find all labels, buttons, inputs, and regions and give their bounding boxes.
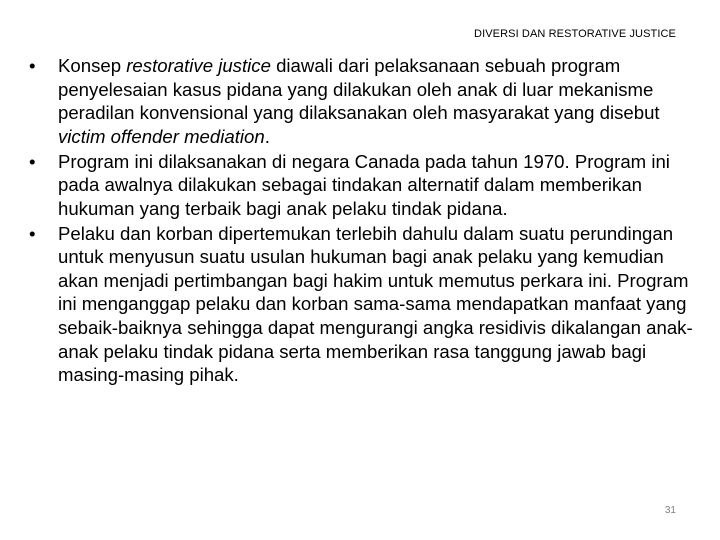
bullet-text-part: diawali dari pelaksanaan sebuah program penyelesaian kasus pidana yang dilakukan oleh anak di luar mekanisme peradilan konvensional yang dilaksanakan oleh masyarakat yang disebut — [58, 55, 660, 124]
bullet-marker: • — [29, 150, 36, 172]
slide-header-title: DIVERSI DAN RESTORATIVE JUSTICE — [474, 28, 676, 40]
bullet-text-ending: . — [264, 125, 270, 147]
bullet-marker: • — [29, 55, 36, 76]
italic-term-victim-offender-mediation: victim offender mediation — [58, 125, 265, 147]
bullet-text: Program ini dilaksanakan di negara Canada pada tahun 1970. Program ini pada awalnya dilakukan sebagai tindakan alternatif dalam memberikan hukuman yang terbaik bagi anak pelaku tindak pidana. — [58, 150, 670, 219]
bullet-item-canada-program — [29, 150, 699, 221]
bullet-text — [58, 54, 699, 148]
bullet-text: Pelaku dan korban dipertemukan terlebih dahulu dalam suatu perundingan untuk menyusun suatu usulan hukuman bagi anak pelaku yang kemudian akan menjadi pertimbangan bagi hakim untuk memutus perkara ini. Program ini menganggap pelaku dan korban sama-sama mendapatkan manfaat yang sebaik-baiknya sehingga dapat mengurangi angka residivis dikalangan anak-anak pelaku tindak pidana serta memberikan rasa tanggung jawab bagi masing-masing pihak. — [58, 222, 693, 386]
bullet-marker: • — [29, 222, 36, 244]
bullet-item-mediation-process — [29, 222, 699, 387]
bullet-text-part: Konsep — [58, 55, 127, 76]
page-number: 31 — [664, 505, 676, 516]
slide-body — [29, 54, 699, 388]
bullet-item-restorative-justice — [29, 54, 699, 148]
italic-term-restorative-justice: restorative justice — [126, 55, 271, 76]
